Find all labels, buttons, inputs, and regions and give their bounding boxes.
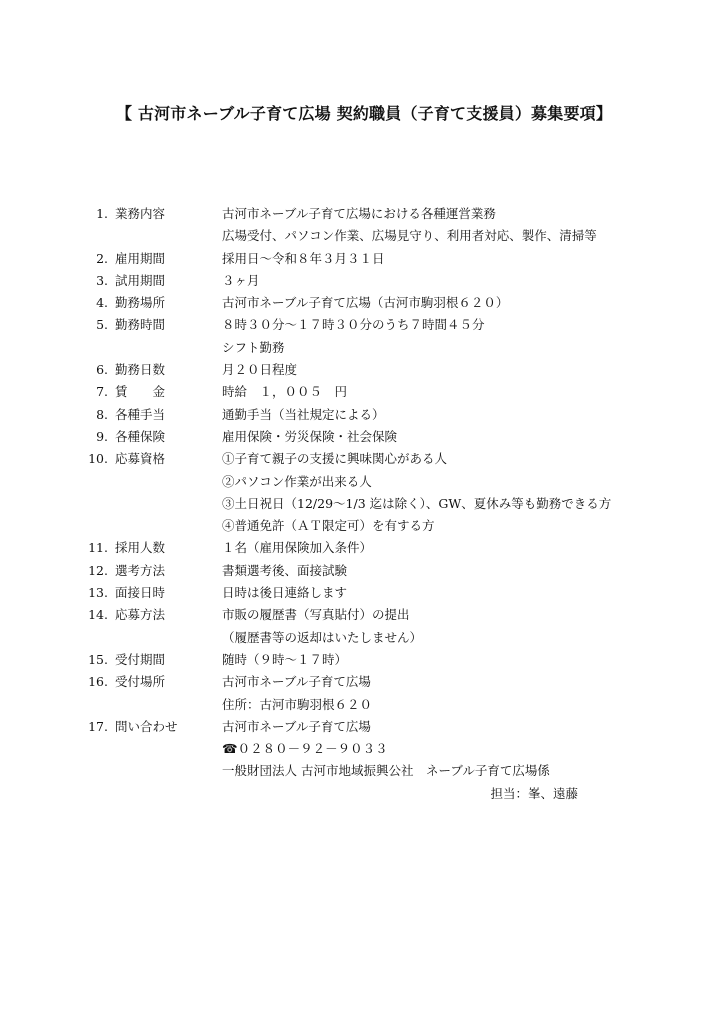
item-line: [0, 649, 728, 671]
item-value: ☎０２８０－９２－９０３３: [222, 741, 388, 757]
item-value: ８時３０分～１７時３０分のうち７時間４５分: [222, 317, 485, 333]
item-number: 16.: [88, 674, 108, 690]
requirement-item: [0, 314, 728, 359]
item-line: [0, 493, 728, 515]
item-number: 6.: [96, 362, 108, 378]
item-line: [0, 381, 728, 403]
item-label: 賃 金: [115, 384, 166, 400]
contact-person: 担当：峯、遠藤: [490, 785, 578, 801]
item-value: ②パソコン作業が出来る人: [222, 473, 372, 489]
item-label: 採用人数: [115, 540, 166, 556]
requirement-item: [0, 270, 728, 292]
item-value: 市販の履歴書（写真貼付）の提出: [222, 607, 410, 623]
item-line: [0, 225, 728, 247]
item-line: [0, 448, 728, 470]
page-title: 【 古河市ネーブル子育て広場 契約職員（子育て支援員）募集要項】: [115, 104, 613, 123]
item-number: 5.: [96, 317, 108, 333]
item-line: [0, 537, 728, 559]
item-value: ④普通免許（ＡＴ限定可）を有する方: [222, 518, 435, 534]
item-label: 応募方法: [115, 607, 166, 623]
item-number: 2.: [96, 250, 108, 266]
requirement-item: [0, 248, 728, 270]
requirement-item: [0, 604, 728, 649]
item-number: 13.: [88, 585, 108, 601]
requirement-item: [0, 649, 728, 671]
item-line: [0, 604, 728, 626]
requirements-list: [0, 203, 728, 805]
item-label: 雇用期間: [115, 250, 166, 266]
requirement-item: [0, 671, 728, 716]
requirement-item: [0, 359, 728, 381]
item-value: 住所：古河市駒羽根６２０: [222, 696, 373, 712]
item-label: 受付場所: [115, 674, 166, 690]
item-value: 広場受付、パソコン作業、広場見守り、利用者対応、製作、清掃等: [222, 228, 597, 244]
item-number: 12.: [88, 562, 108, 578]
item-value: 随時（９時～１７時）: [222, 651, 348, 667]
item-label: 受付期間: [115, 651, 166, 667]
item-value: 古河市ネーブル子育て広場: [222, 718, 371, 734]
item-line: [0, 248, 728, 270]
item-line: [0, 627, 728, 649]
requirement-item: [0, 560, 728, 582]
item-value: 古河市ネーブル子育て広場: [222, 674, 371, 690]
item-label: 試用期間: [115, 272, 166, 288]
item-line: [0, 314, 728, 336]
requirement-item: [0, 582, 728, 604]
item-line: [0, 515, 728, 537]
requirement-item: [0, 426, 728, 448]
item-line: [0, 783, 728, 805]
item-value: シフト勤務: [222, 339, 285, 355]
item-line: [0, 582, 728, 604]
item-value: 古河市ネーブル子育て広場における各種運営業務: [222, 206, 496, 221]
item-value: 月２０日程度: [222, 362, 298, 378]
item-line: [0, 404, 728, 426]
item-line: [0, 426, 728, 448]
item-label: 勤務場所: [115, 295, 166, 311]
item-label: 問い合わせ: [115, 718, 178, 734]
item-value: 雇用保険・労災保険・社会保険: [222, 428, 398, 444]
item-value: 時給 １，００５ 円: [222, 384, 348, 400]
requirement-item: [0, 292, 728, 314]
requirement-item: [0, 203, 728, 248]
requirement-item: [0, 716, 728, 805]
item-value: 通勤手当（当社規定による）: [222, 406, 385, 422]
requirement-item: [0, 404, 728, 426]
requirement-item: [0, 381, 728, 403]
item-value: １名（雇用保険加入条件）: [222, 540, 373, 556]
item-value: 採用日～令和８年３月３１日: [222, 250, 385, 266]
requirement-item: [0, 448, 728, 537]
item-value: 書類選考後、面接試験: [222, 562, 348, 578]
item-number: 4.: [96, 295, 108, 311]
item-number: 14.: [88, 607, 108, 623]
item-line: [0, 716, 728, 738]
item-number: 3.: [96, 272, 108, 288]
item-line: [0, 694, 728, 716]
item-number: 15.: [88, 651, 108, 667]
item-label: 勤務時間: [115, 317, 166, 333]
requirement-item: [0, 537, 728, 559]
item-number: 8.: [96, 406, 108, 422]
item-line: [0, 671, 728, 693]
item-line: [0, 270, 728, 292]
item-value: ③土日祝日（12/29～1/3 迄は除く）、GW、夏休み等も勤務できる方: [222, 495, 612, 511]
item-line: [0, 760, 728, 782]
item-label: 面接日時: [115, 585, 166, 601]
item-line: [0, 359, 728, 381]
item-value: 一般財団法人 古河市地域振興公社 ネーブル子育て広場係: [222, 763, 550, 779]
item-line: [0, 203, 728, 225]
item-value: （履歴書等の返却はいたしません）: [222, 629, 423, 645]
item-label: 業務内容: [115, 206, 166, 221]
item-label: 各種手当: [115, 406, 166, 422]
item-value: ①子育て親子の支援に興味関心がある人: [222, 451, 448, 467]
item-line: [0, 337, 728, 359]
item-number: 1.: [96, 206, 108, 221]
item-value: ３ヶ月: [222, 272, 260, 288]
item-number: 17.: [88, 718, 108, 734]
item-value: 日時は後日連絡します: [222, 585, 348, 601]
item-line: [0, 738, 728, 760]
item-label: 勤務日数: [115, 362, 166, 378]
item-line: [0, 560, 728, 582]
item-number: 7.: [96, 384, 108, 400]
item-label: 応募資格: [115, 451, 166, 467]
item-line: [0, 292, 728, 314]
item-value: 古河市ネーブル子育て広場（古河市駒羽根６２０）: [222, 295, 509, 311]
item-label: 各種保険: [115, 428, 166, 444]
item-line: [0, 471, 728, 493]
item-number: 9.: [96, 428, 108, 444]
item-label: 選考方法: [115, 562, 166, 578]
item-number: 10.: [88, 451, 108, 467]
item-number: 11.: [88, 540, 108, 556]
